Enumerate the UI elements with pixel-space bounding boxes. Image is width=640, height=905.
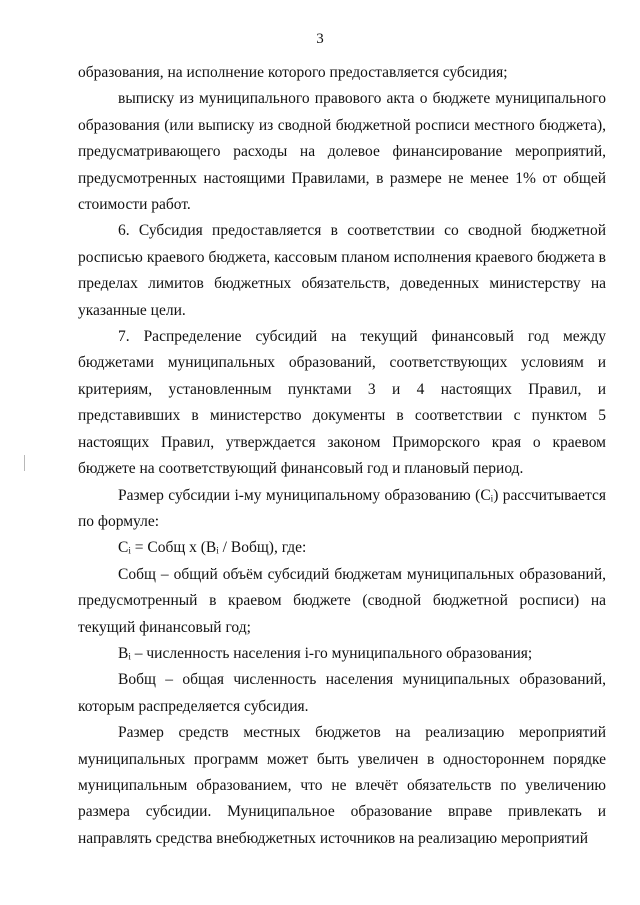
margin-mark bbox=[24, 455, 25, 471]
paragraph-item-6: 6. Субсидия предоставляется в соответствии со сводной бюджетной росписью краевого бюджета, кассовым планом исполнения краевого бюджета в пределах лимитов бюджетных обязательств, доведенных министерству на указанные цели. bbox=[78, 222, 606, 319]
paragraph-budget-extract: выписку из муниципального правового акта о бюджете муниципального образования (или выписку из сводной бюджетной росписи местного бюджета), предусматривающего расходы на долевое финансирование мероприятий, предусмотренных настоящими Правилами, в размере не менее 1% от общей стоимости работ. bbox=[78, 90, 606, 214]
paragraph-subsidy-size: Размер субсидии i-му муниципальному образованию (Cᵢ) рассчитывается по формуле: bbox=[78, 486, 606, 530]
paragraph-local-budgets: Размер средств местных бюджетов на реализацию мероприятий муниципальных программ может быть увеличен в одностороннем порядке муниципальным образованием, что не влечёт обязательств по увеличению размера субсидии. Муниципальное образование вправе привлекать и направлять средства внебюджетных источников на реализацию мероприятий bbox=[78, 724, 606, 847]
formula: Cᵢ = Cобщ x (Bᵢ / Bобщ), где: bbox=[118, 539, 307, 557]
paragraph-continuation: образования, на исполнение которого предоставляется субсидия; bbox=[78, 64, 508, 81]
document-body bbox=[78, 60, 606, 852]
paragraph-item-7: 7. Распределение субсидий на текущий финансовый год между бюджетами муниципальных образований, соответствующих условиям и критериям, установленным пунктами 3 и 4 настоящих Правил, и представивших в министерство документы в соответствии с пунктом 5 настоящих Правил, утверждается законом Приморского края о краевом бюджете на соответствующий финансовый год и плановый период. bbox=[78, 328, 606, 478]
definition-c-total: Cобщ – общий объём субсидий бюджетам муниципальных образований, предусмотренный в краевом бюджете (сводной бюджетной росписи) на текущий финансовый год; bbox=[78, 565, 606, 636]
definition-b-i: Bᵢ – численность населения i-го муниципального образования; bbox=[118, 644, 533, 662]
page-number: 3 bbox=[316, 31, 324, 47]
definition-b-total: Bобщ – общая численность населения муниципальных образований, которым распределяется субсидия. bbox=[78, 671, 606, 715]
